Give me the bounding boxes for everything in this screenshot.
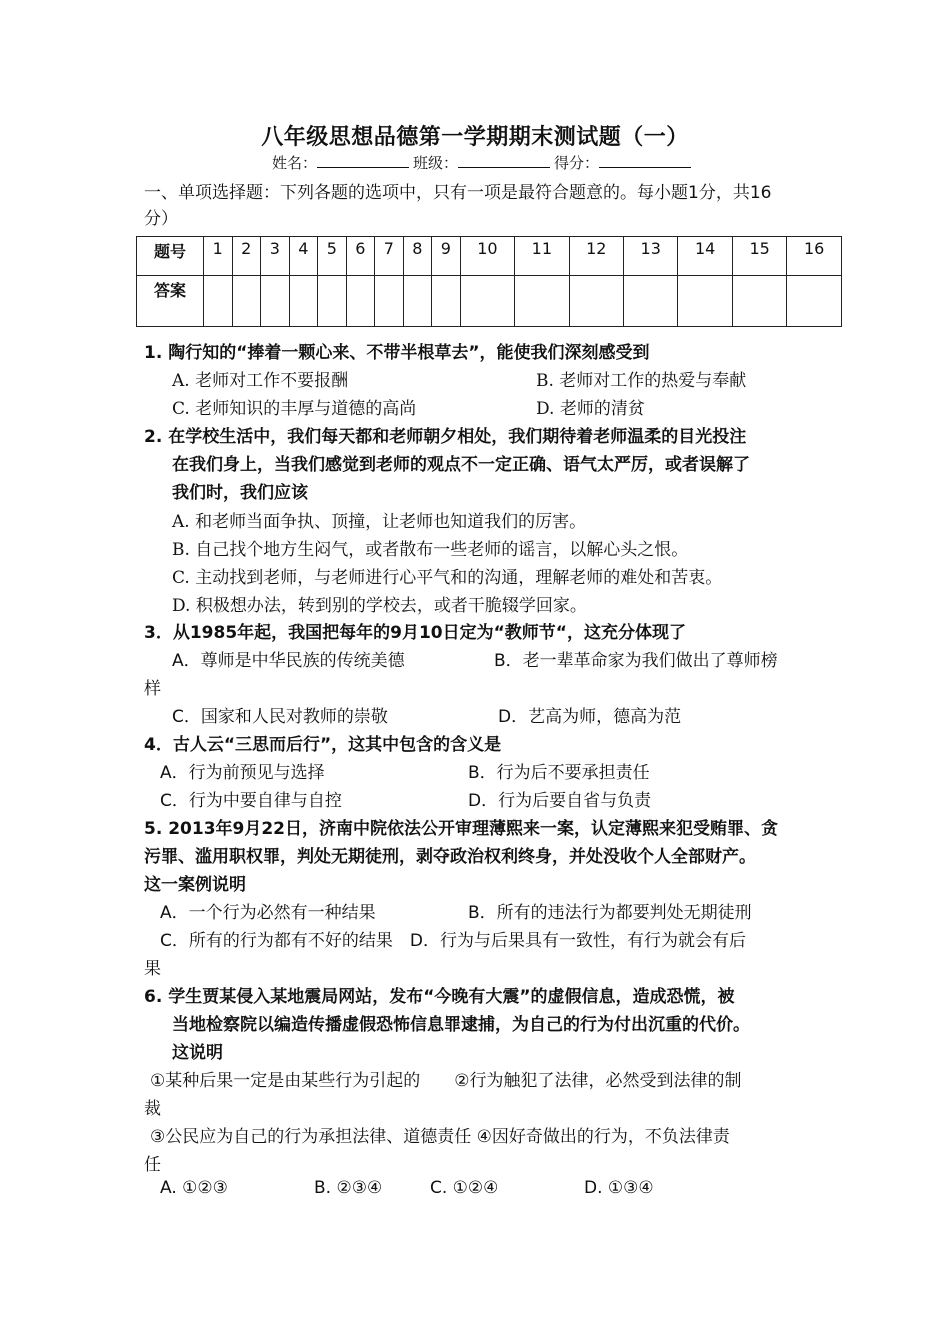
q5-option-c-d: C．所有的行为都有不好的结果 D．行为与后果具有一致性，有行为就会有后 bbox=[160, 931, 746, 951]
q6-option-a: A. ①②③ bbox=[160, 1178, 228, 1198]
q3-option-d: D．艺高为师，德高为范 bbox=[498, 707, 682, 727]
class-label: 班级： bbox=[413, 154, 459, 172]
q4-option-a: A．行为前预见与选择 bbox=[160, 763, 325, 783]
answer-cell[interactable] bbox=[624, 276, 678, 327]
number-cell: 2 bbox=[232, 237, 261, 276]
answer-cell[interactable] bbox=[787, 276, 842, 327]
class-blank[interactable] bbox=[458, 153, 550, 168]
answer-cell[interactable] bbox=[289, 276, 318, 327]
answer-cell[interactable] bbox=[204, 276, 233, 327]
q6-option-d: D. ①③④ bbox=[584, 1178, 654, 1198]
page-title: 八年级思想品德第一学期期末测试题（一） bbox=[261, 125, 689, 150]
q4-option-c: C．行为中要自律与自控 bbox=[160, 791, 342, 811]
q1-option-d: D. 老师的清贫 bbox=[536, 399, 645, 419]
q5-stem-line1: 5. 2013年9月22日，济南中院依法公开审理薄熙来一案，认定薄熙来犯受贿罪、贪 bbox=[144, 819, 779, 839]
answer-cell[interactable] bbox=[318, 276, 347, 327]
q6-stem-line2: 当地检察院以编造传播虚假恐怖信息罪逮捕，为自己的行为付出沉重的代价。 bbox=[172, 1015, 750, 1035]
q2-stem-line3: 我们时，我们应该 bbox=[172, 483, 308, 503]
section-heading-line2: 分） bbox=[144, 209, 178, 229]
number-cell: 3 bbox=[261, 237, 290, 276]
number-cell: 16 bbox=[787, 237, 842, 276]
student-info-line bbox=[272, 152, 695, 173]
q6-statement-3-4: ③公民应为自己的行为承担法律、道德责任 ④因好奇做出的行为，不负法律责 bbox=[150, 1127, 730, 1147]
number-cell: 8 bbox=[403, 237, 432, 276]
number-cell: 6 bbox=[346, 237, 375, 276]
answer-cell[interactable] bbox=[732, 276, 786, 327]
q4-stem: 4．古人云“三思而后行”，这其中包含的含义是 bbox=[144, 735, 502, 755]
q2-stem-line2: 在我们身上，当我们感觉到老师的观点不一定正确、语气太严厉，或者误解了 bbox=[172, 455, 750, 475]
number-cell: 14 bbox=[678, 237, 732, 276]
name-label: 姓名： bbox=[272, 154, 318, 172]
q5-option-d-cont: 果 bbox=[144, 959, 161, 979]
q1-option-b: B. 老师对工作的热爱与奉献 bbox=[536, 371, 747, 391]
answer-label-cell: 答案 bbox=[137, 276, 204, 327]
answer-cell[interactable] bbox=[432, 276, 461, 327]
header-label-cell: 题号 bbox=[137, 237, 204, 276]
section-heading-line1: 一、单项选择题：下列各题的选项中，只有一项是最符合题意的。每小题1分，共16 bbox=[144, 183, 772, 203]
q1-option-a: A. 老师对工作不要报酬 bbox=[172, 371, 349, 391]
q2-option-a: A. 和老师当面争执、顶撞，让老师也知道我们的厉害。 bbox=[172, 512, 587, 532]
q6-option-c: C. ①②④ bbox=[430, 1178, 499, 1198]
answer-row bbox=[137, 276, 842, 327]
answer-cell[interactable] bbox=[515, 276, 569, 327]
q5-option-b: B．所有的违法行为都要判处无期徒刑 bbox=[468, 903, 752, 923]
q4-option-d: D．行为后要自省与负责 bbox=[468, 791, 652, 811]
number-cell: 5 bbox=[318, 237, 347, 276]
q6-option-b: B. ②③④ bbox=[314, 1178, 383, 1198]
answer-table bbox=[136, 236, 842, 327]
answer-cell[interactable] bbox=[375, 276, 404, 327]
score-blank[interactable] bbox=[599, 153, 691, 168]
q4-option-b: B．行为后不要承担责任 bbox=[468, 763, 650, 783]
q2-stem-line1: 2. 在学校生活中，我们每天都和老师朝夕相处，我们期待着老师温柔的目光投注 bbox=[144, 427, 747, 447]
q5-stem-line3: 这一案例说明 bbox=[144, 875, 246, 895]
answer-cell[interactable] bbox=[232, 276, 261, 327]
answer-cell[interactable] bbox=[261, 276, 290, 327]
q6-statement-2-cont: 裁 bbox=[144, 1099, 161, 1119]
q2-option-b: B. 自己找个地方生闷气，或者散布一些老师的谣言，以解心头之恨。 bbox=[172, 540, 689, 560]
number-cell: 13 bbox=[624, 237, 678, 276]
answer-cell[interactable] bbox=[569, 276, 623, 327]
question-number-row bbox=[137, 237, 842, 276]
section-heading bbox=[144, 180, 824, 232]
number-cell: 9 bbox=[432, 237, 461, 276]
number-cell: 10 bbox=[460, 237, 514, 276]
q5-option-a: A．一个行为必然有一种结果 bbox=[160, 903, 376, 923]
number-cell: 1 bbox=[204, 237, 233, 276]
q5-stem-line2: 污罪、滥用职权罪，判处无期徒刑，剥夺政治权利终身，并处没收个人全部财产。 bbox=[144, 847, 756, 867]
q6-statement-4-cont: 任 bbox=[144, 1155, 161, 1175]
q3-option-b-cont: 样 bbox=[144, 679, 161, 699]
q1-option-c: C. 老师知识的丰厚与道德的高尚 bbox=[172, 399, 417, 419]
q3-option-c: C．国家和人民对教师的崇敬 bbox=[172, 707, 388, 727]
q3-stem: 3．从1985年起，我国把每年的9月10日定为“教师节“，这充分体现了 bbox=[144, 623, 686, 643]
score-label: 得分： bbox=[554, 154, 600, 172]
answer-cell[interactable] bbox=[346, 276, 375, 327]
number-cell: 7 bbox=[375, 237, 404, 276]
q6-statement-1-2: ①某种后果一定是由某些行为引起的 ②行为触犯了法律，必然受到法律的制 bbox=[150, 1071, 742, 1091]
answer-cell[interactable] bbox=[678, 276, 732, 327]
number-cell: 11 bbox=[515, 237, 569, 276]
name-blank[interactable] bbox=[317, 153, 409, 168]
number-cell: 15 bbox=[732, 237, 786, 276]
q3-option-a: A．尊师是中华民族的传统美德 bbox=[172, 651, 405, 671]
q1-stem: 1. 陶行知的“捧着一颗心来、不带半根草去”，能使我们深刻感受到 bbox=[144, 343, 650, 363]
number-cell: 4 bbox=[289, 237, 318, 276]
number-cell: 12 bbox=[569, 237, 623, 276]
answer-cell[interactable] bbox=[403, 276, 432, 327]
q6-stem-line1: 6. 学生贾某侵入某地震局网站，发布“今晚有大震”的虚假信息，造成恐慌，被 bbox=[144, 987, 735, 1007]
q2-option-c: C. 主动找到老师，与老师进行心平气和的沟通，理解老师的难处和苦衷。 bbox=[172, 568, 723, 588]
answer-cell[interactable] bbox=[460, 276, 514, 327]
q2-option-d: D. 积极想办法，转到别的学校去，或者干脆辍学回家。 bbox=[172, 596, 587, 616]
q6-stem-line3: 这说明 bbox=[172, 1043, 223, 1063]
q3-option-b: B．老一辈革命家为我们做出了尊师榜 bbox=[494, 651, 778, 671]
